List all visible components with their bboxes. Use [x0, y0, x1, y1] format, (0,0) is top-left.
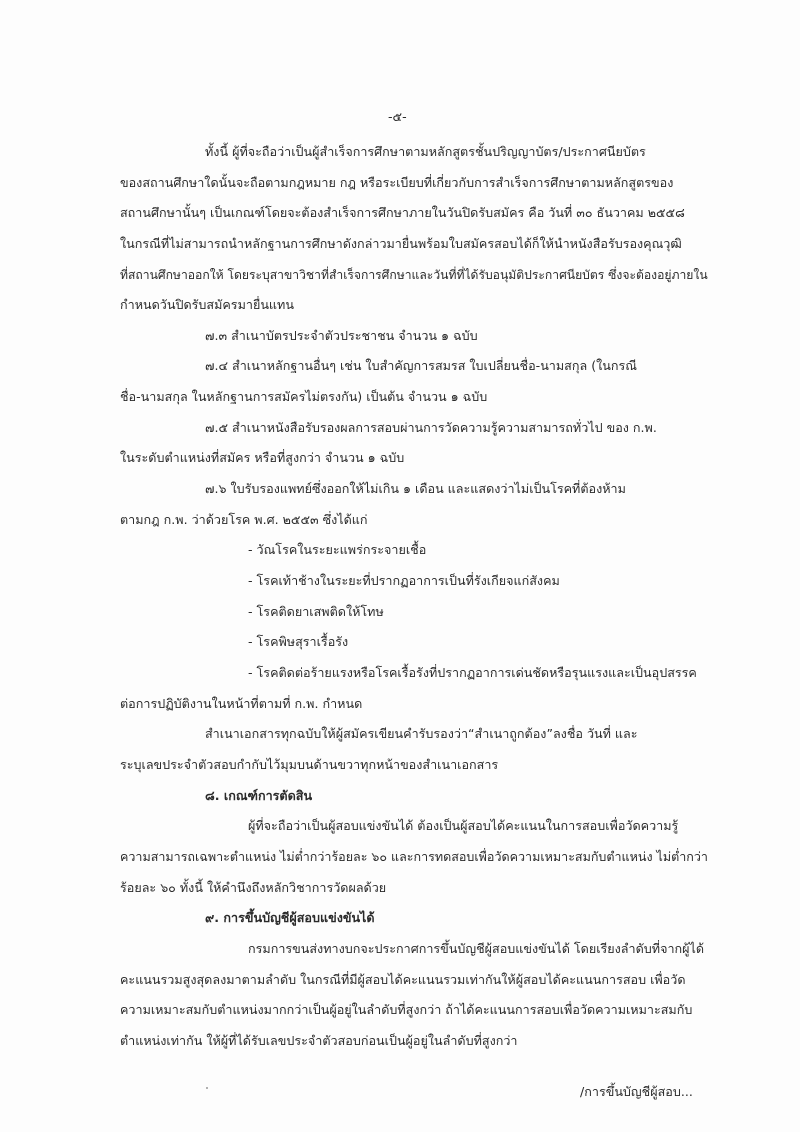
- intro-line-6: กำหนดวันปิดรับสมัครมายื่นแทน: [120, 297, 294, 312]
- intro-line-2: ของสถานศึกษาใดนั้นจะถือตามกฎหมาย กฎ หรือระเบียบที่เกี่ยวกับการสำเร็จการศึกษาตามหลักสูตรของ: [120, 175, 674, 190]
- intro-line-3: สถานศึกษานั้นๆ เป็นเกณฑ์โดยจะต้องสำเร็จการศึกษาภายในวันปิดรับสมัคร คือ วันที่ ๓๐ ธันวาคม ๒๕๕๘: [120, 205, 685, 220]
- disease-item: - โรคติดต่อร้ายแรงหรือโรคเรื้อรังที่ปรากฏอาการเด่นชัดหรือรุนแรงและเป็นอุปสรรค: [248, 665, 697, 680]
- section-9-line-3: ความเหมาะสมกับตำแหน่งมากกว่าเป็นผู้อยู่ในลำดับที่สูงกว่า ถ้าได้คะแนนการสอบเพื่อวัดความเหมาะสมกับ: [120, 1002, 693, 1017]
- page-number: -๕-: [388, 109, 407, 124]
- scan-speck: [206, 1087, 208, 1089]
- section-9-line-1: กรมการขนส่งทางบกจะประกาศการขึ้นบัญชีผู้สอบแข่งขันได้ โดยเรียงลำดับที่จากผู้ได้: [248, 941, 705, 956]
- item-7-5-line-2: ในระดับตำแหน่งที่สมัคร หรือที่สูงกว่า จำนวน ๑ ฉบับ: [120, 450, 405, 465]
- intro-line-5: ที่สถานศึกษาออกให้ โดยระบุสาขาวิชาที่สำเร็จการศึกษาและวันที่ที่ได้รับอนุมัติประกาศนียบัตร ซึ่งจะต้องอยู่ภายใน: [120, 268, 708, 282]
- section-8-line-2: ความสามารถเฉพาะตำแหน่ง ไม่ต่ำกว่าร้อยละ ๖๐ และการทดสอบเพื่อวัดความเหมาะสมกับตำแหน่ง ไม่ต่ำกว่า: [120, 849, 708, 864]
- intro-line-1: ทั้งนี้ ผู้ที่จะถือว่าเป็นผู้สำเร็จการศึกษาตามหลักสูตรชั้นปริญญาบัตร/ประกาศนียบัตร: [205, 144, 646, 159]
- disease-item: - โรคเท้าช้างในระยะที่ปรากฏอาการเป็นที่รังเกียจแก่สังคม: [248, 573, 560, 588]
- disease-continuation: ต่อการปฏิบัติงานในหน้าที่ตามที่ ก.พ. กำหนด: [120, 696, 363, 711]
- section-8-heading: ๘. เกณฑ์การตัดสิน: [205, 788, 313, 803]
- disease-item: - โรคติดยาเสพติดให้โทษ: [248, 604, 384, 619]
- item-7-4-line-2: ชื่อ-นามสกุล ในหลักฐานการสมัครไม่ตรงกัน) เป็นต้น จำนวน ๑ ฉบับ: [120, 389, 488, 404]
- disease-item: - โรคพิษสุราเรื้อรัง: [248, 634, 349, 649]
- copy-note-line-1: สำเนาเอกสารทุกฉบับให้ผู้สมัครเขียนคำรับรองว่า“สำเนาถูกต้อง”ลงชื่อ วันที่ และ: [205, 726, 638, 741]
- section-9-heading: ๙. การขึ้นบัญชีผู้สอบแข่งขันได้: [205, 910, 375, 925]
- item-7-5-line-1: ๗.๕ สำเนาหนังสือรับรองผลการสอบผ่านการวัดความรู้ความสามารถทั่วไป ของ ก.พ.: [205, 420, 657, 435]
- continuation-note: /การขึ้นบัญชีผู้สอบ...: [580, 1084, 693, 1099]
- section-8-line-1: ผู้ที่จะถือว่าเป็นผู้สอบแข่งขันได้ ต้องเป็นผู้สอบได้คะแนนในการสอบเพื่อวัดความรู้: [248, 818, 679, 833]
- section-9-line-2: คะแนนรวมสูงสุดลงมาตามลำดับ ในกรณีที่มีผู้สอบได้คะแนนรวมเท่ากันให้ผู้สอบได้คะแนนการสอบ เพื่อวัด: [120, 972, 686, 987]
- item-7-4-line-1: ๗.๔ สำเนาหลักฐานอื่นๆ เช่น ใบสำคัญการสมรส ใบเปลี่ยนชื่อ-นามสกุล (ในกรณี: [205, 358, 637, 373]
- section-8-line-3: ร้อยละ ๖๐ ทั้งนี้ ให้คำนึงถึงหลักวิชาการวัดผลด้วย: [120, 880, 387, 895]
- disease-item: - วัณโรคในระยะแพร่กระจายเชื้อ: [248, 542, 427, 557]
- intro-line-4: ในกรณีที่ไม่สามารถนำหลักฐานการศึกษาดังกล่าวมายื่นพร้อมใบสมัครสอบได้ก็ให้นำหนังสือรับรองคุณวุฒิ: [120, 236, 682, 251]
- item-7-6-line-1: ๗.๖ ใบรับรองแพทย์ซึ่งออกให้ไม่เกิน ๑ เดือน และแสดงว่าไม่เป็นโรคที่ต้องห้าม: [205, 481, 626, 496]
- section-9-line-4: ตำแหน่งเท่ากัน ให้ผู้ที่ได้รับเลขประจำตัวสอบก่อนเป็นผู้อยู่ในลำดับที่สูงกว่า: [120, 1033, 518, 1048]
- item-7-6-line-2: ตามกฎ ก.พ. ว่าด้วยโรค พ.ศ. ๒๕๕๓ ซึ่งได้แก่: [120, 512, 368, 527]
- item-7-3: ๗.๓ สำเนาบัตรประจำตัวประชาชน จำนวน ๑ ฉบับ: [205, 328, 478, 343]
- copy-note-line-2: ระบุเลขประจำตัวสอบกำกับไว้มุมบนด้านขวาทุกหน้าของสำเนาเอกสาร: [120, 757, 499, 772]
